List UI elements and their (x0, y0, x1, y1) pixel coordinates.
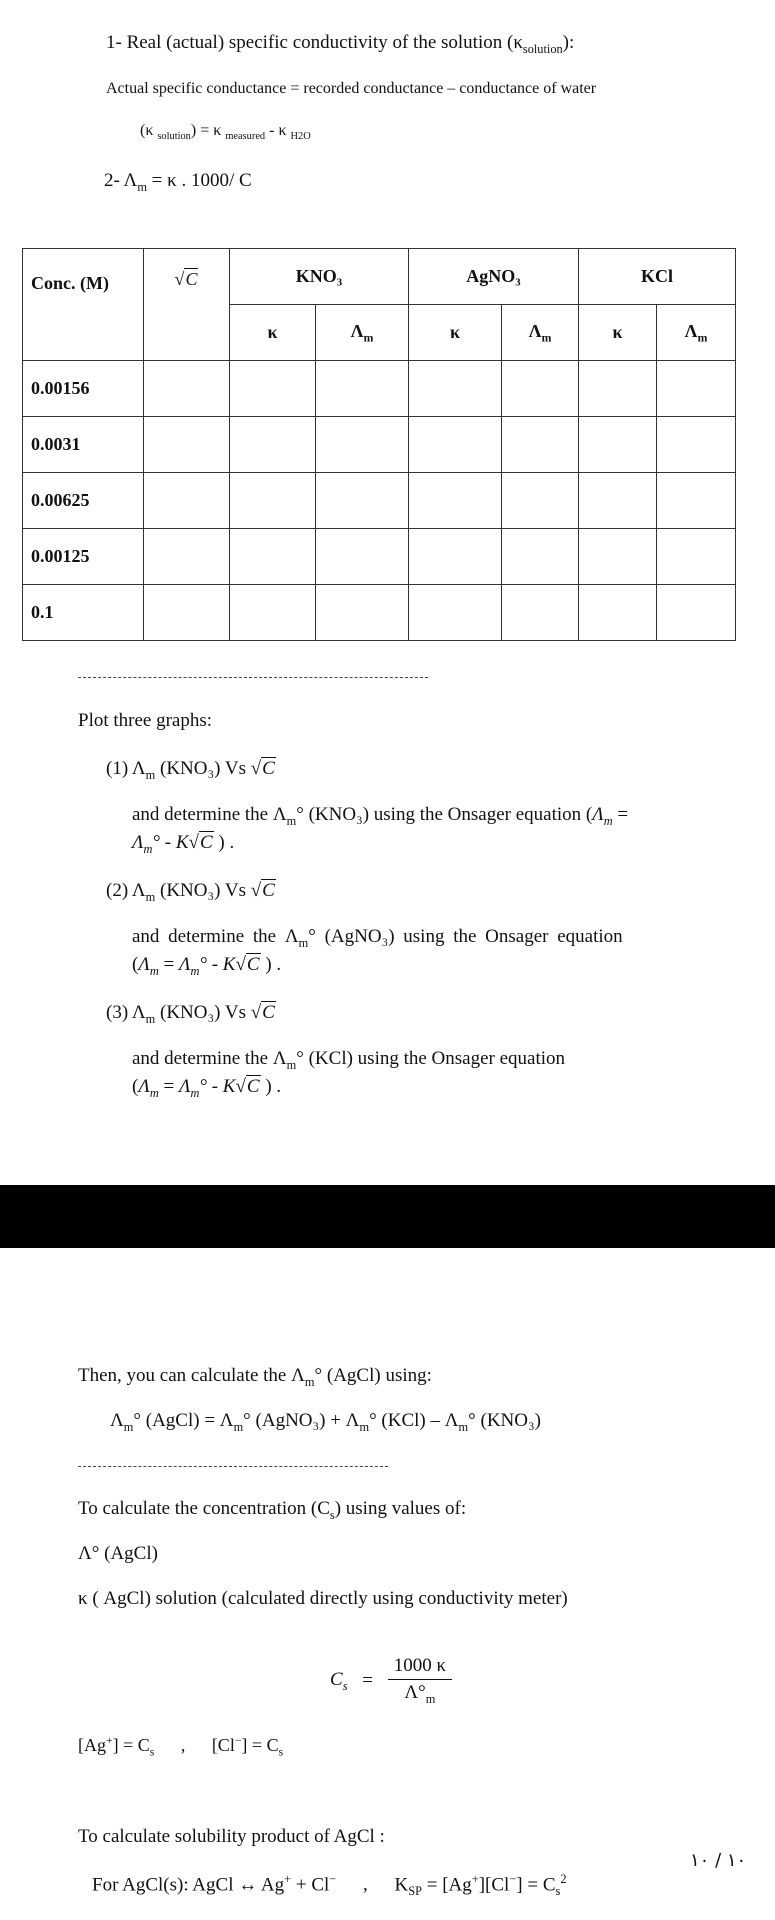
lambda0-agcl: Λ° (AgCl) (78, 1543, 158, 1564)
table-row (23, 529, 736, 585)
then-calculate-line: Then, you can calculate the $\Lambda_m^\circ$ (AgCl) using: (78, 1365, 432, 1389)
conc-cell: 0.1 (23, 585, 144, 641)
step1-heading: 1- Real (actual) specific conductivity of the solution $(\kappa_{solution})$: (106, 32, 575, 56)
page-separator-bar (0, 1185, 775, 1248)
plot-item-1-determine: and determine the $\Lambda_m^\circ$ (KNO₃) using the Onsager equation ($\Lambda_m$ = (132, 804, 629, 828)
conc-cell: 0.00625 (23, 473, 144, 529)
conductivity-table (22, 248, 736, 641)
table-row (23, 473, 736, 529)
table-row (23, 417, 736, 473)
conc-intro: To calculate the concentration $(C_s)$ using values of: (78, 1498, 467, 1522)
lambda-agcl-sum: $\Lambda_m^\circ$ (AgCl) = $\Lambda_m^\circ$ (AgNO₃) + $\Lambda_m^\circ$ $(KCl) - \Lambda_m^\circ$ (KNO₃) (110, 1410, 541, 1434)
subheader-lambda: $\Lambda_m$ (316, 305, 409, 361)
subheader-lambda: $\Lambda_m$ (657, 305, 736, 361)
header-conc: Conc. (M) (23, 249, 144, 361)
table-row (23, 361, 736, 417)
table-row (23, 585, 736, 641)
divider-dashed (78, 1466, 388, 1467)
plot-item-1: (1) $\Lambda_m$ (KNO₃) Vs √C (106, 758, 275, 782)
plot-item-2-equation: ($\Lambda_m = \Lambda_m^\circ - K√C$ ) . (132, 954, 282, 978)
ksp-equation: For AgCl(s): AgCl ↔ Ag+ + Cl− , $K_{SP} = [Ag^+][Cl^-] = C_s^2$ (92, 1872, 567, 1899)
page-number: ١٠ / ١٠ (690, 1850, 747, 1871)
plot-item-3-determine: and determine the $\Lambda_m^\circ$ (KCl) using the Onsager equation (132, 1048, 566, 1072)
subheader-kappa: κ (409, 305, 502, 361)
header-kno3: KNO₃ (230, 249, 409, 305)
subheader-kappa: κ (230, 305, 316, 361)
kappa-solution-formula: (κ $_{solution}$) = κ $_{measured}$ - κ $_{H2O}$ (140, 122, 311, 143)
plot-item-2-determine: and determine the $\Lambda_m^\circ$ (AgNO₃) using the Onsager equation (132, 926, 623, 950)
conc-cell: 0.0031 (23, 417, 144, 473)
header-agno3: AgNO₃ (409, 249, 579, 305)
conc-cell: 0.00156 (23, 361, 144, 417)
plot-item-2: (2) $\Lambda_m$ (KNO₃) Vs √C (106, 880, 275, 904)
cs-formula: $C_s$ = $\frac{1000 \kappa}{\Lambda^\circ_m}$ (330, 1655, 452, 1707)
actual-conductance-line: Actual specific conductance = recorded conductance – conductance of water (106, 80, 597, 97)
header-sqrt-c: √C (144, 249, 230, 361)
header-kcl: KCl (579, 249, 736, 305)
plot-item-3: (3) $\Lambda_m$ (KNO₃) Vs √C (106, 1002, 275, 1026)
plot-item-1-equation: $\Lambda_m^\circ - K√C$ ) . (132, 832, 235, 856)
conc-cell: 0.00125 (23, 529, 144, 585)
ksp-intro: To calculate solubility product of AgCl : (78, 1826, 385, 1847)
kappa-agcl-line: κ ( AgCl) solution (calculated directly using conductivity meter) (78, 1588, 568, 1609)
step2-formula: 2- $\Lambda_m = \kappa$ . 1000/ C (104, 170, 252, 194)
divider-dashed (78, 677, 428, 678)
subheader-lambda: $\Lambda_m$ (502, 305, 579, 361)
plot-item-3-equation: ($\Lambda_m = \Lambda_m^\circ - K√C$ ) . (132, 1076, 282, 1100)
ion-concentrations: $[Ag^+] = C_s$ , $[Cl^-] = C_s$ (78, 1734, 284, 1759)
subheader-kappa: κ (579, 305, 657, 361)
plots-heading: Plot three graphs: (78, 710, 213, 731)
